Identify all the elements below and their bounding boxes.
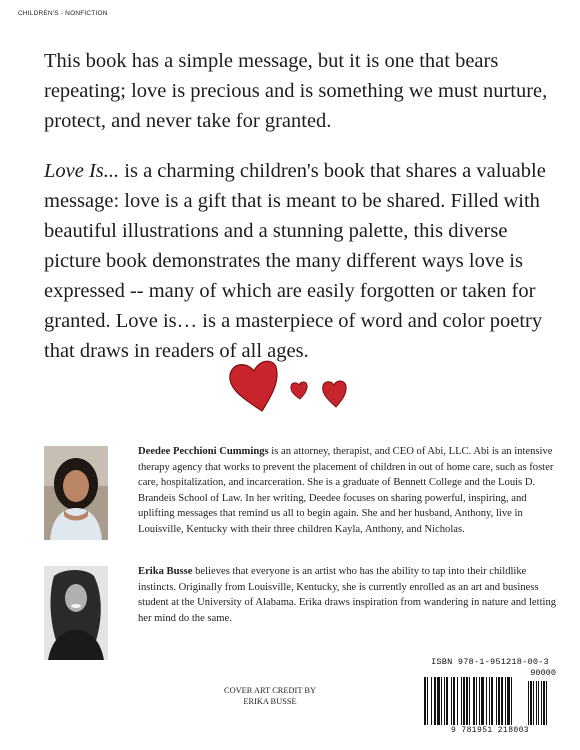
isbn-barcode	[422, 657, 558, 737]
intro-paragraph: This book has a simple message, but it is one that bears repeating; love is precious and is something we must nurture, protect, and never take for granted.	[44, 50, 548, 132]
price-addon-text: 90000	[530, 668, 556, 678]
illustrator-bio	[138, 564, 558, 626]
hearts-illustration	[222, 355, 362, 415]
credit-line-1: COVER ART CREDIT BY	[223, 686, 317, 695]
illustrator-name: Erika Busse	[138, 566, 193, 577]
large-heart-icon	[230, 361, 277, 411]
category-label: CHILDREN'S - NONFICTION	[18, 10, 108, 17]
blurb-paragraph	[44, 156, 556, 366]
medium-heart-icon	[323, 381, 346, 407]
barcode-digits: 9 781951 218003	[450, 726, 529, 735]
author-bio	[138, 444, 558, 538]
blurb-body: is a charming children's book that shares a valuable message: love is a gift that is meant to be shared. Filled with beautiful illustrations and a stunning palette, this diverse picture book demonstrates the many different ways love is expressed -- many of which are easily forgotten or taken for granted. Love is… is a masterpiece of word and color poetry that draws in readers of all ages.	[44, 160, 546, 362]
illustrator-bio-text: believes that everyone is an artist who has the ability to tap into their childlike instincts. Originally from Louisville, Kentucky, she is currently enrolled as an art and business student at the University of Alabama. Erika draws inspiration from wandering in nature and letting her mind do the same.	[138, 566, 557, 624]
author-photo	[44, 446, 108, 540]
illustrator-photo	[44, 566, 108, 660]
author-bio-text: is an attorney, therapist, and CEO of Abi, LLC. Abi is an intensive therapy agency that works to prevent the placement of children in out of home care, such as foster care, hospitalization, and incarceration. She is a graduate of Bennett College and the Louis D. Brandeis School of Law. In her writing, Deedee focuses on sharing powerful, inspiring, and uplifting messages that remind us all to begin again. She and her husband, Anthony, live in Louisville, Kentucky with their three children Kayla, Anthony, and Nicholas.	[138, 446, 554, 535]
cover-art-credit	[190, 685, 350, 707]
blurb-title-italic: Love Is...	[44, 160, 120, 182]
credit-line-2: ERIKA BUSSE	[243, 697, 297, 706]
small-heart-icon	[291, 382, 307, 399]
isbn-text: ISBN 978-1-951218-00-3	[431, 657, 549, 667]
barcode-bars	[422, 677, 558, 727]
author-name: Deedee Pecchioni Cummings	[138, 446, 269, 457]
